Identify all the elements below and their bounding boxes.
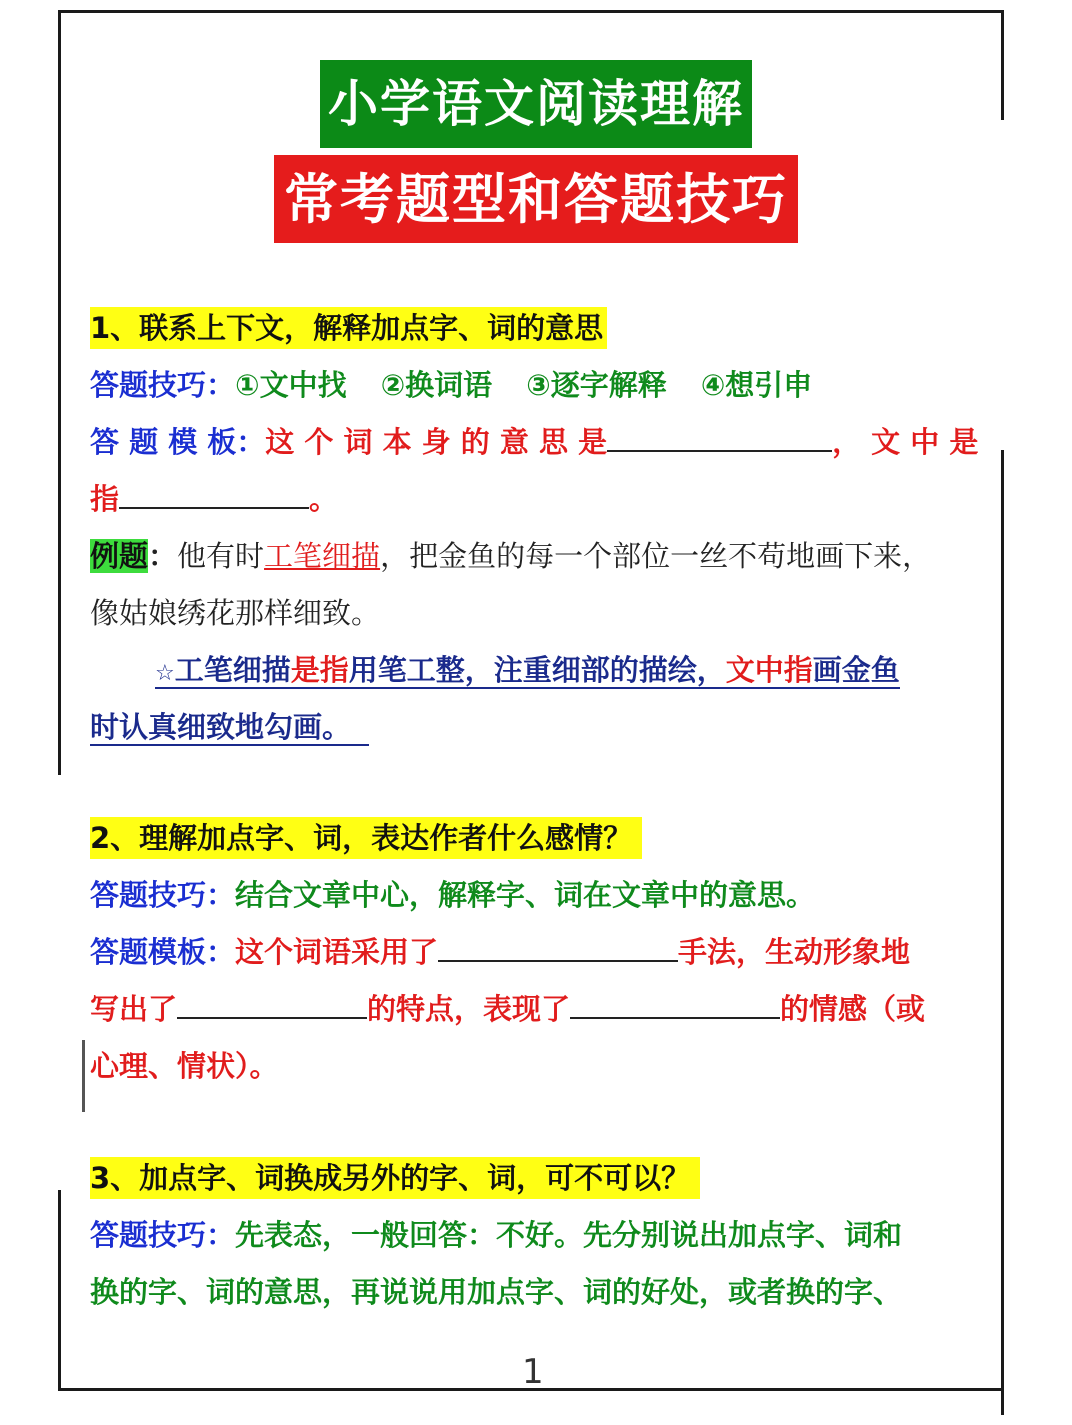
- section-2-template-cont: [90, 989, 925, 1029]
- skill-item: ①文中找: [235, 368, 347, 402]
- star-icon: ☆: [155, 661, 175, 686]
- example-text: ，把金鱼的每一个部位一丝不苟地画下来，: [380, 539, 932, 573]
- answer-text: 文中指: [725, 653, 813, 687]
- skill-item: ②换词语: [380, 368, 493, 402]
- frame-right-line-lower: [1001, 450, 1004, 1415]
- section-1-example: [90, 536, 931, 576]
- skill-label: 答题技巧：: [90, 878, 236, 912]
- skill-item: ③逐字解释: [526, 368, 667, 402]
- title-main: 小学语文阅读理解: [320, 60, 752, 148]
- example-label: 例题: [90, 539, 149, 573]
- template-text: 的特点，表现了: [367, 992, 571, 1026]
- template-text: 这个词语采用了: [235, 935, 439, 969]
- frame-top-line: [58, 10, 1004, 13]
- template-text: 的情感（或: [780, 992, 926, 1026]
- section-1-answer-line2: [90, 707, 369, 747]
- template-text: 指: [90, 482, 120, 516]
- fill-blank: [607, 426, 832, 452]
- fill-blank: [438, 936, 678, 962]
- skill-text: 先表态，一般回答：不好。先分别说出加点字、词和: [235, 1218, 903, 1252]
- section-1-heading: 1、联系上下文，解释加点字、词的意思: [90, 307, 607, 349]
- template-text: ， 文 中 是: [832, 425, 979, 459]
- answer-text: 用笔工整，注重细部的描绘，: [348, 653, 726, 687]
- template-text: 这 个 词 本 身 的 意 思 是: [265, 425, 608, 459]
- skill-text: 换的字、词的意思，再说说用加点字、词的好处，或者换的字、: [90, 1275, 903, 1309]
- example-highlight: 工笔细描: [264, 539, 381, 573]
- template-label: 答题模板：: [90, 935, 236, 969]
- title-sub: 常考题型和答题技巧: [274, 155, 798, 243]
- template-text: 手法，生动形象地: [678, 935, 911, 969]
- answer-text: 工笔细描: [174, 653, 291, 687]
- section-1-template: [90, 422, 978, 462]
- fill-blank: [177, 993, 367, 1019]
- fill-blank: [570, 993, 780, 1019]
- section-2-heading-row: [90, 818, 642, 858]
- fill-blank: [119, 483, 309, 509]
- section-1-example-line2: [90, 593, 380, 633]
- section-2-heading: 2、理解加点字、词，表达作者什么感情？: [90, 817, 642, 859]
- section-2-template: [90, 932, 910, 972]
- answer-text: 是指: [290, 653, 349, 687]
- section-2-skills: [90, 875, 815, 915]
- answer-text: 时认真细致地勾画。: [90, 710, 352, 744]
- section-1-heading-row: [90, 308, 607, 348]
- page-number: 1: [522, 1352, 544, 1392]
- example-colon: ：: [148, 539, 178, 573]
- section-3-skills-cont: [90, 1272, 902, 1312]
- title-line-2: [0, 155, 1072, 243]
- frame-left-line-lower: [58, 1190, 61, 1390]
- frame-small-bracket: [82, 1040, 85, 1112]
- section-1-answer: [155, 650, 900, 694]
- section-2-template-cont2: [90, 1046, 279, 1086]
- answer-text: 画金鱼: [812, 653, 900, 687]
- template-text: 。: [309, 482, 339, 516]
- skill-label: 答题技巧：: [90, 1218, 236, 1252]
- example-text: 像姑娘绣花那样细致。: [90, 596, 381, 630]
- section-3-heading-row: [90, 1158, 700, 1198]
- title-line-1: [0, 60, 1072, 148]
- section-1-skills: [90, 365, 812, 405]
- template-text: 写出了: [90, 992, 178, 1026]
- section-3-skills: [90, 1215, 902, 1255]
- section-1-template-cont: [90, 479, 338, 519]
- template-text: 心理、情状）。: [90, 1049, 279, 1083]
- skill-label: 答题技巧：: [90, 368, 236, 402]
- section-3-heading: 3、加点字、词换成另外的字、词，可不可以？: [90, 1157, 700, 1199]
- example-text: 他有时: [177, 539, 265, 573]
- skill-text: 结合文章中心，解释字、词在文章中的意思。: [235, 878, 816, 912]
- template-label: 答 题 模 板：: [90, 425, 266, 459]
- skill-item: ④想引申: [700, 368, 813, 402]
